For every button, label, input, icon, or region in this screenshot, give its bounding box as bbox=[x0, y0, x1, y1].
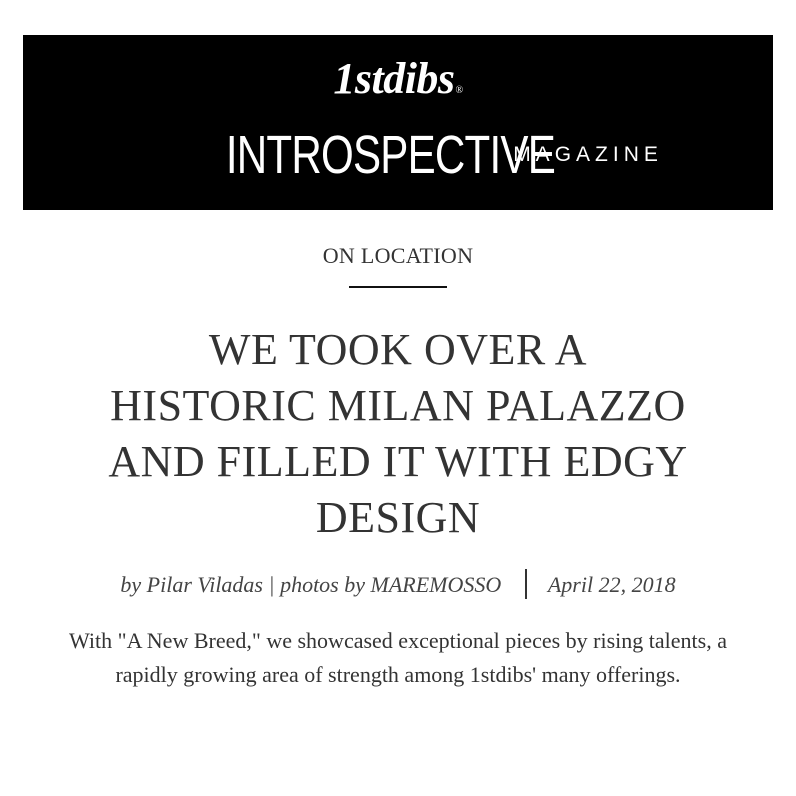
byline-photos: photos by MAREMOSSO bbox=[280, 572, 502, 598]
magazine-title-row bbox=[23, 125, 773, 185]
headline-line: DESIGN bbox=[315, 493, 481, 542]
article-byline bbox=[0, 572, 796, 602]
brand-name: 1stdibs bbox=[333, 54, 455, 103]
magazine-subtitle: MAGAZINE bbox=[513, 143, 663, 166]
headline-line: AND FILLED IT WITH EDGY bbox=[108, 437, 688, 486]
byline-divider: | bbox=[268, 572, 275, 598]
magazine-masthead[interactable] bbox=[23, 35, 773, 210]
headline-line: HISTORIC MILAN PALAZZO bbox=[110, 381, 686, 430]
section-divider bbox=[349, 286, 447, 288]
byline-separator bbox=[525, 569, 527, 599]
magazine-title: INTROSPECTIVE bbox=[225, 125, 556, 185]
headline-line: WE TOOK OVER A bbox=[208, 325, 588, 374]
article-headline bbox=[40, 322, 756, 546]
article-dek: With "A New Breed," we showcased exceptional pieces by rising talents, a rapidly growing area of strength among 1stdibs' many offerings. bbox=[69, 628, 727, 687]
byline-author: by Pilar Viladas bbox=[120, 572, 263, 598]
registered-mark: ® bbox=[455, 85, 463, 96]
section-label-link[interactable]: ON LOCATION bbox=[322, 243, 474, 268]
byline-date: April 22, 2018 bbox=[547, 572, 676, 598]
brand-logo[interactable] bbox=[23, 54, 773, 103]
